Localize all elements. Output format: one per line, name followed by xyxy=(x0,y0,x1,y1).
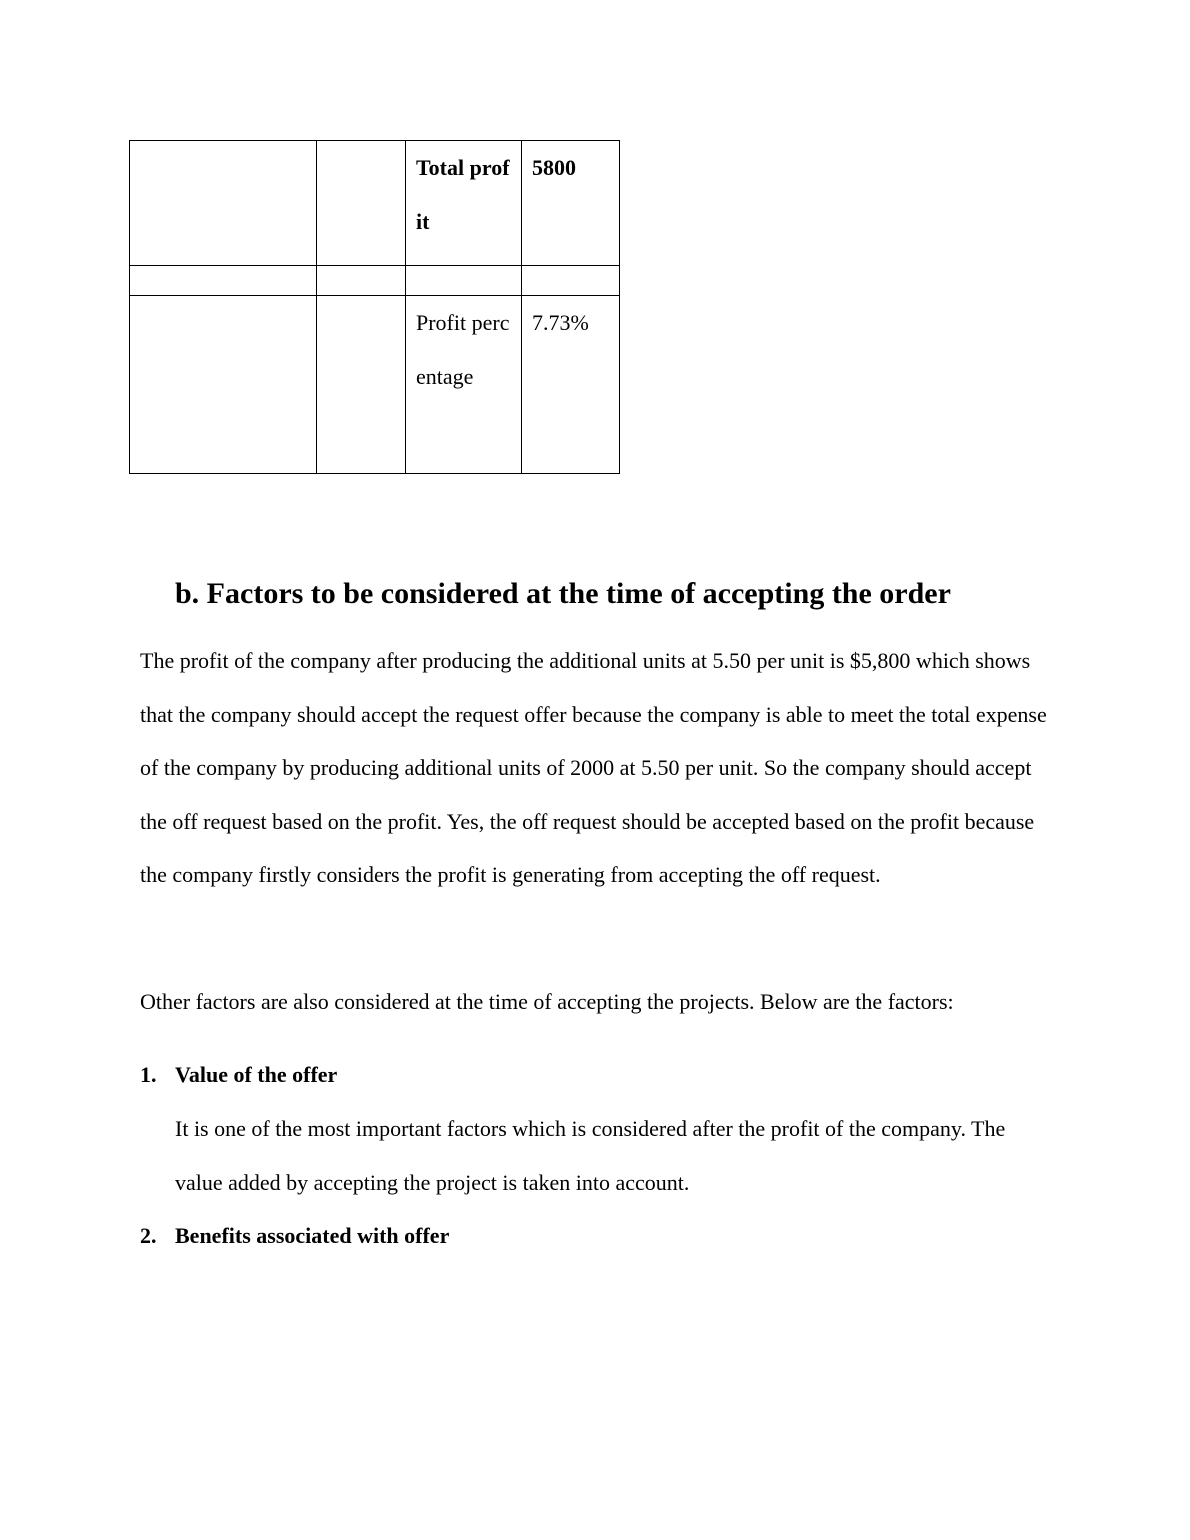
table-cell xyxy=(317,266,406,296)
factor-description: It is one of the most important factors which is considered after the profit of the company. The value added by accepting the project is taken into account. xyxy=(175,1116,1006,1195)
factor-title: Benefits associated with offer xyxy=(175,1223,450,1248)
table-row xyxy=(130,296,620,474)
profit-percentage-label: Profit percentage xyxy=(406,296,522,474)
body-paragraph: The profit of the company after producing the additional units at 5.50 per unit is $5,800 which shows that the company should accept the request offer because the company is able to meet the total expense of the company by producing additional units of 2000 at 5.50 per unit. So the company should accept the off request based on the profit. Yes, the off request should be accepted based on the profit because the company firstly considers the profit is generating from accepting the off request. xyxy=(140,648,1047,888)
factor-title: Value of the offer xyxy=(175,1062,338,1087)
factor-heading xyxy=(140,1060,337,1090)
table-cell xyxy=(130,266,317,296)
profit-percentage-value: 7.73% xyxy=(522,296,620,474)
total-profit-value: 5800 xyxy=(522,141,620,266)
list-number: 1. xyxy=(140,1062,157,1087)
body-paragraph: Other factors are also considered at the time of accepting the projects. Below are the factors: xyxy=(140,989,954,1014)
section-heading: b. Factors to be considered at the time of accepting the order xyxy=(175,577,951,610)
table-cell xyxy=(406,266,522,296)
list-number: 2. xyxy=(140,1223,157,1248)
table-cell xyxy=(317,141,406,266)
table-cell xyxy=(130,141,317,266)
total-profit-label: Total profit xyxy=(406,141,522,266)
table-cell xyxy=(130,296,317,474)
table-row xyxy=(130,266,620,296)
table-cell xyxy=(317,296,406,474)
table-cell xyxy=(522,266,620,296)
profit-table xyxy=(129,140,620,474)
factor-heading xyxy=(140,1221,449,1251)
table-row xyxy=(130,141,620,266)
